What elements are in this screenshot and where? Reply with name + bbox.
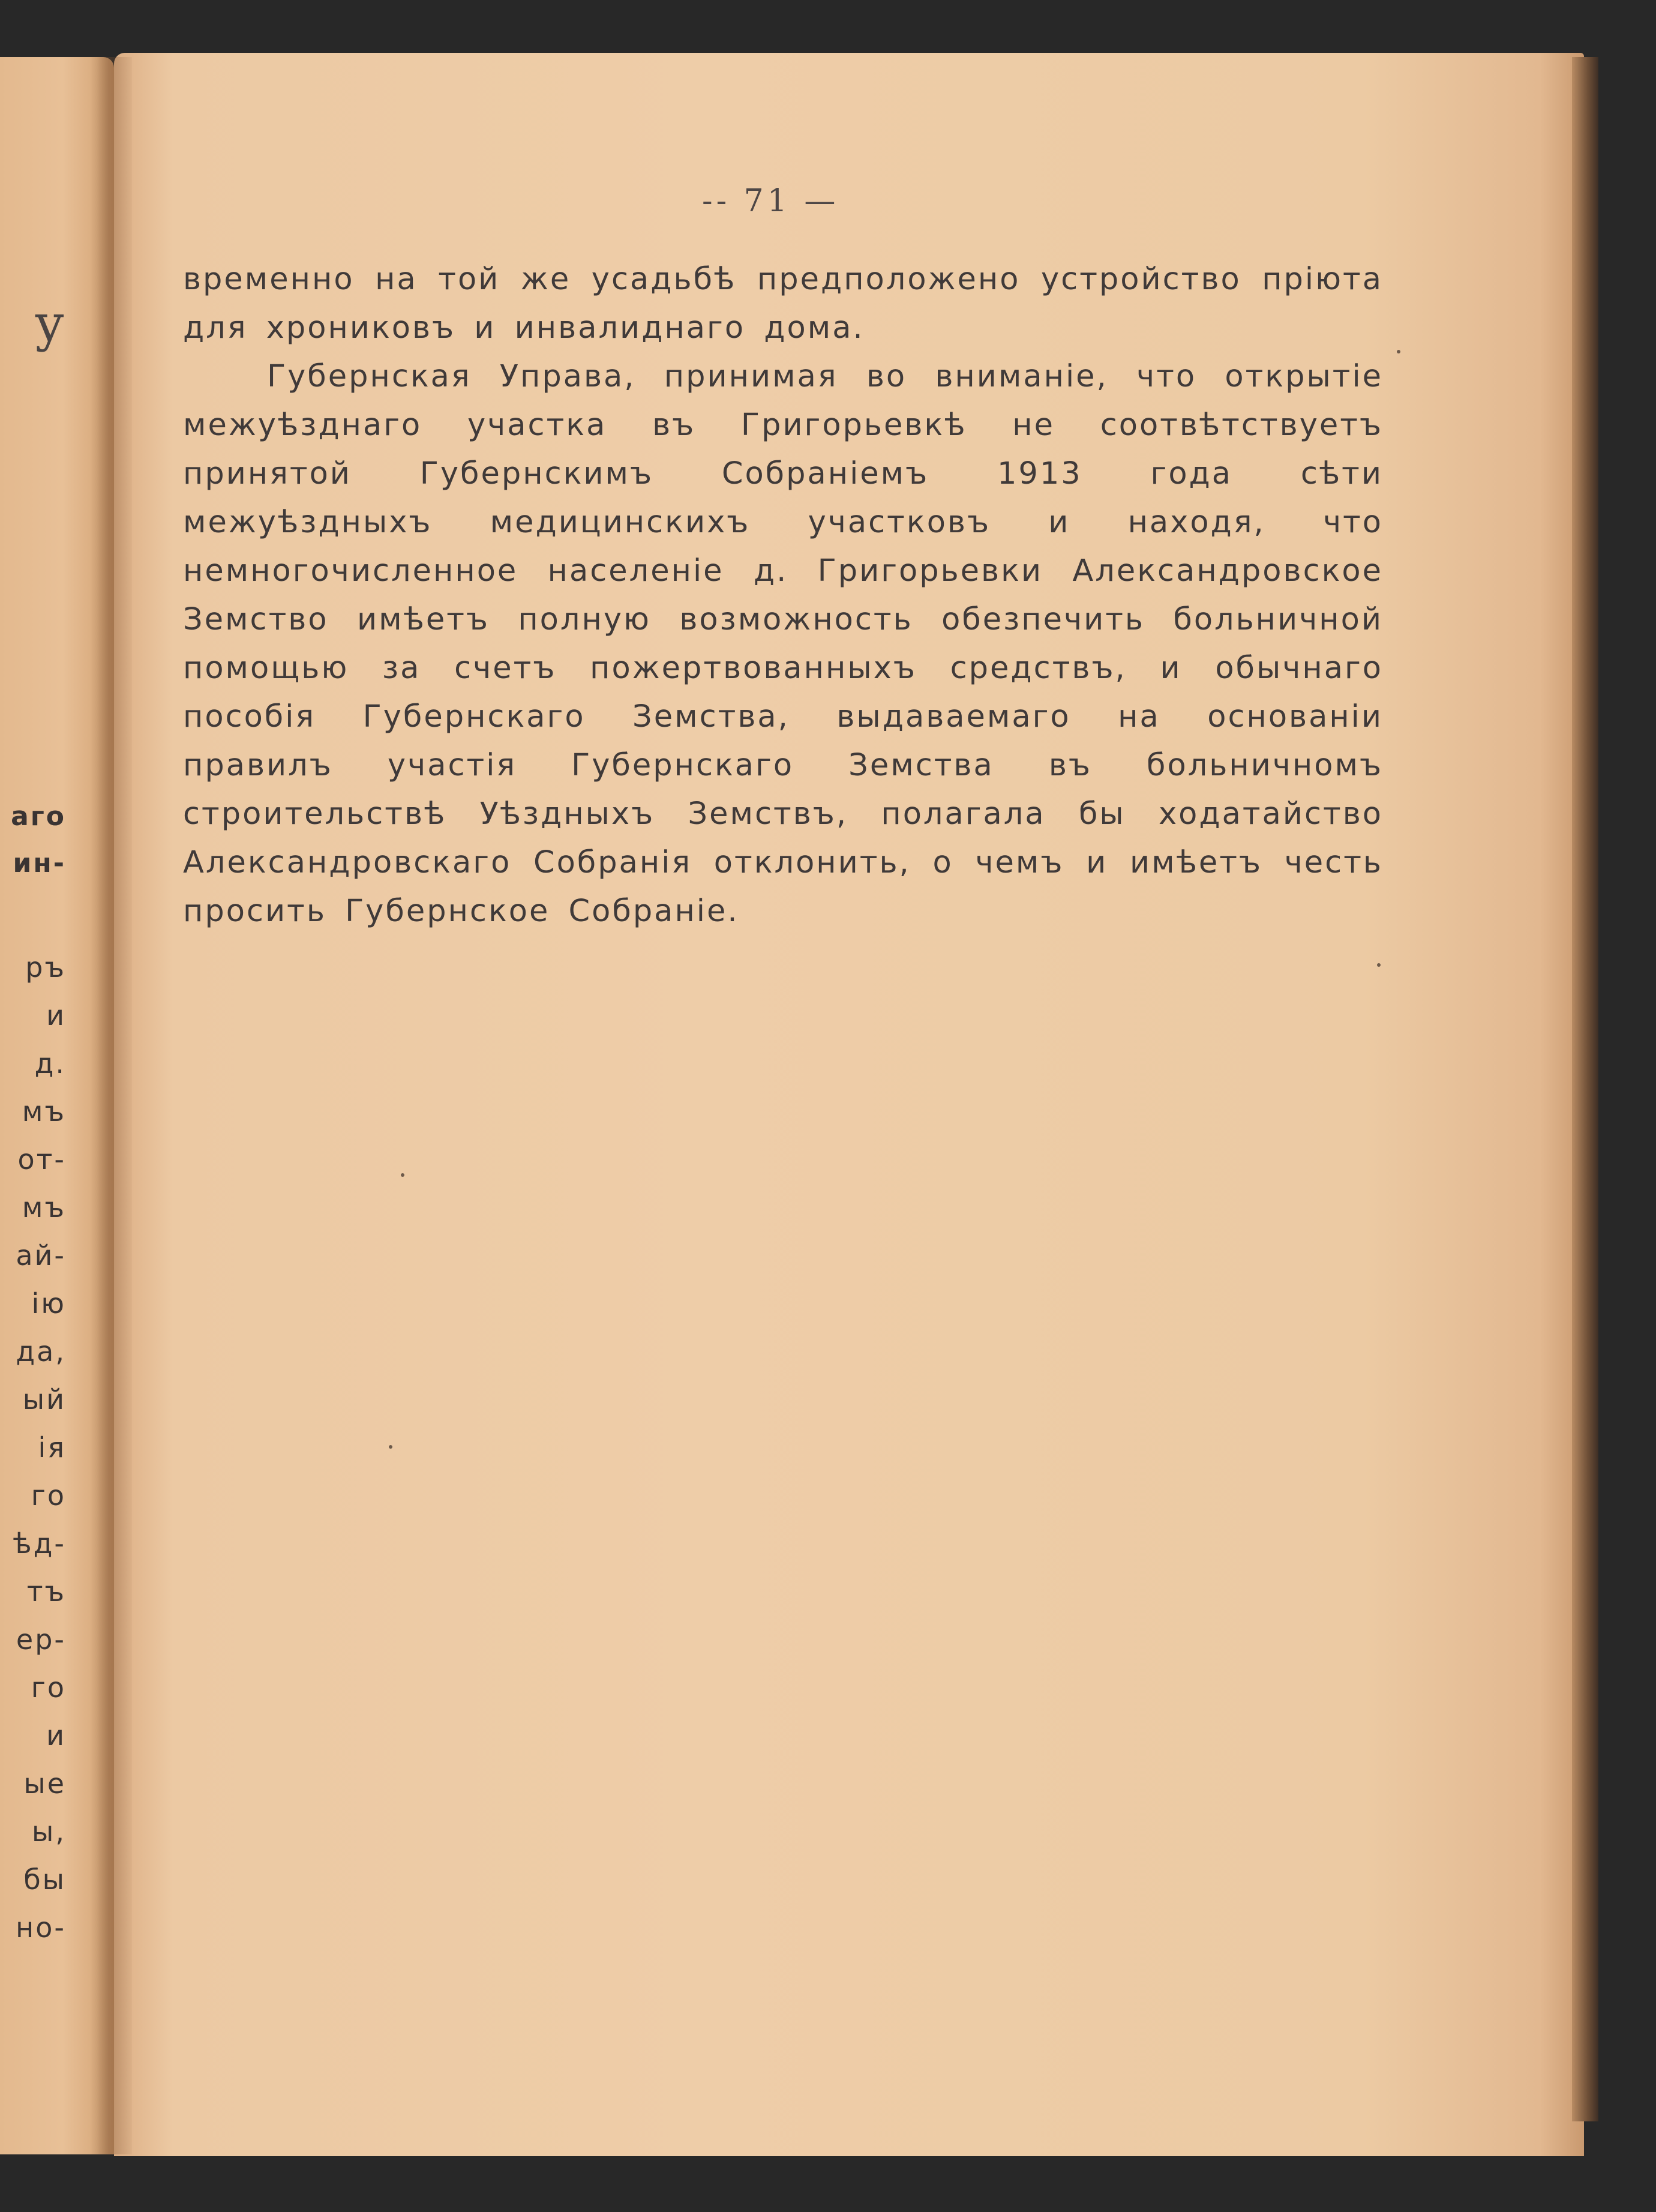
left-fragment: ер- xyxy=(16,1623,66,1656)
paper-speck xyxy=(1397,350,1400,353)
paper-speck xyxy=(401,1173,404,1177)
previous-page-text-fragments xyxy=(0,57,66,2154)
paragraph: Губернская Управа, принимая во вниманіе, что открытіе межуѣзднаго участка въ Григорьевкѣ не соотвѣтствуетъ принятой Губернскимъ Собраніемъ 1913 года сѣти межуѣздныхъ медицинскихъ участковъ и находя, что немногочисленное населеніе д. Григорьевки Александровское Земство имѣетъ полную возможность обезпечить больничной помощью за счетъ пожертвованныхъ средствъ, и обычнаго пособія Губернскаго Земства, выдаваемаго на основаніи правилъ участія Губернскаго Земства въ больничномъ строительствѣ Уѣздныхъ Земствъ, полагала бы ходатайство Александровскаго Собранія отклонить, о чемъ и имѣетъ честь просить Губернское Собраніе. xyxy=(183,359,1383,929)
left-fragment: тъ xyxy=(26,1575,66,1608)
left-fragment: бы xyxy=(23,1863,66,1896)
left-fragment: у xyxy=(34,294,66,353)
left-fragment: ѣд- xyxy=(13,1527,66,1560)
left-fragment: но- xyxy=(16,1911,66,1944)
left-fragment: и xyxy=(46,1719,66,1752)
left-fragment: го xyxy=(31,1479,66,1512)
left-fragment: да, xyxy=(16,1335,66,1368)
page-edge-shadow xyxy=(1572,57,1598,2121)
left-fragment: ай- xyxy=(16,1239,66,1272)
left-fragment: мъ xyxy=(22,1095,66,1128)
binding-shadow xyxy=(90,57,132,2154)
left-fragment: от- xyxy=(17,1143,66,1176)
left-fragment: ые xyxy=(23,1767,66,1800)
page-body xyxy=(183,255,1383,936)
left-fragment: ин- xyxy=(13,848,66,879)
left-fragment: аго xyxy=(11,801,66,832)
paper-speck xyxy=(389,1445,392,1449)
left-fragment: д. xyxy=(34,1047,66,1080)
paper-speck xyxy=(1377,963,1381,967)
left-fragment: ію xyxy=(31,1287,66,1320)
left-fragment: ы, xyxy=(32,1815,66,1848)
paragraph: временно на той же усадьбѣ предположено устройство пріюта для хрониковъ и инвалиднаго дома. xyxy=(183,262,1383,346)
left-fragment: ія xyxy=(38,1431,66,1464)
left-fragment: и xyxy=(46,999,66,1032)
left-fragment: мъ xyxy=(22,1191,66,1224)
left-fragment: го xyxy=(31,1671,66,1704)
left-fragment: ый xyxy=(22,1383,66,1416)
left-fragment: ръ xyxy=(25,951,66,984)
page-number: -- 71 — xyxy=(702,183,839,219)
